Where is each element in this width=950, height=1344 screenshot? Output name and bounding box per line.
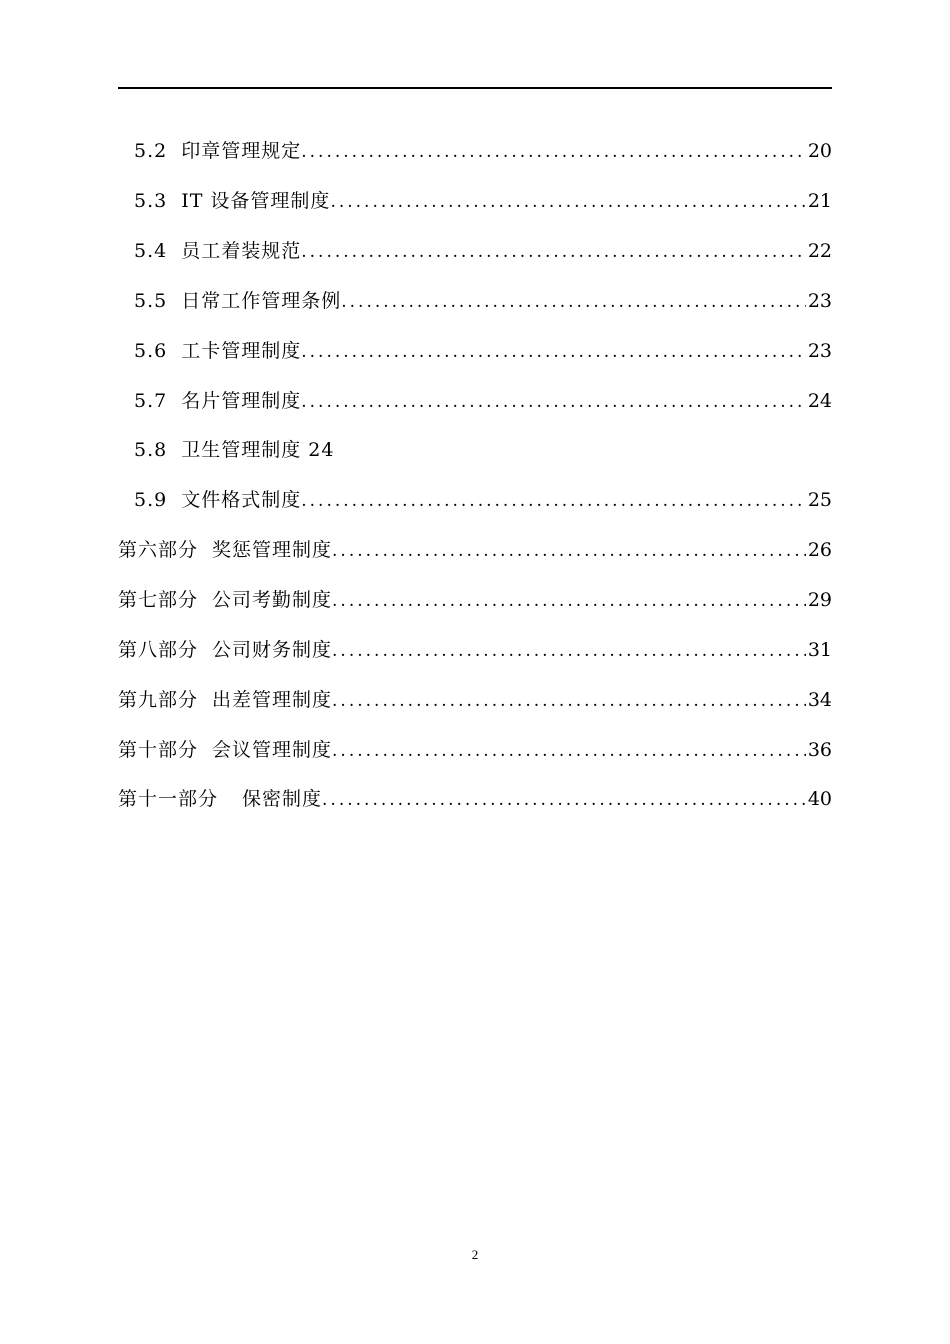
toc-entry-number: 第九部分 <box>118 689 199 711</box>
toc-leader-dots <box>332 686 806 716</box>
toc-entry-page: 21 <box>807 190 832 212</box>
toc-entry-page: 24 <box>807 390 832 412</box>
toc-entry-page: 22 <box>807 240 832 262</box>
toc-entry-number: 第八部分 <box>118 639 199 661</box>
toc-entry[interactable] <box>134 435 832 465</box>
toc-leader-dots <box>322 785 806 815</box>
toc-entry-title: 公司财务制度 <box>212 639 333 661</box>
toc-entry[interactable] <box>118 535 832 565</box>
toc-entry[interactable] <box>134 386 832 416</box>
toc-entry-title: 文件格式制度 <box>181 489 302 511</box>
toc-leader-dots <box>341 287 806 317</box>
toc-entry-title: IT 设备管理制度 <box>181 190 331 212</box>
toc-entry[interactable] <box>134 336 832 366</box>
toc-leader-dots <box>332 536 806 566</box>
toc-entry-number: 第十一部分 <box>118 788 219 810</box>
toc-entry-title: 员工着装规范 <box>181 240 302 262</box>
toc-leader-dots <box>332 636 806 666</box>
toc-entry-title: 出差管理制度 <box>212 689 333 711</box>
toc-entry-page: 26 <box>807 539 832 561</box>
toc-leader-dots <box>330 187 805 217</box>
toc-entry[interactable] <box>118 784 832 814</box>
toc-entry-page: 34 <box>807 689 832 711</box>
toc-entry-page: 23 <box>807 340 832 362</box>
toc-leader-dots <box>301 486 806 516</box>
toc-entry-page: 31 <box>807 639 832 661</box>
toc-entry-title: 印章管理规定 <box>181 140 302 162</box>
toc-entry-number: 5.6 <box>134 340 168 362</box>
toc-entry-number: 5.5 <box>134 290 168 312</box>
header-rule <box>118 87 832 89</box>
toc-entry-number: 5.7 <box>134 390 168 412</box>
toc-entry[interactable] <box>134 186 832 216</box>
toc-entry-number: 5.2 <box>134 140 168 162</box>
toc-entry[interactable] <box>134 236 832 266</box>
page-number: 2 <box>471 1247 479 1262</box>
toc-entry[interactable] <box>134 136 832 166</box>
toc-leader-dots <box>301 237 806 267</box>
toc-entry-title: 名片管理制度 <box>181 390 302 412</box>
toc-leader-dots <box>301 387 806 417</box>
toc-entry-number: 5.3 <box>134 190 168 212</box>
toc-leader-dots <box>332 586 806 616</box>
toc-entry-number: 第十部分 <box>118 739 199 761</box>
toc-entry-number: 第七部分 <box>118 589 199 611</box>
toc-entry-page: 36 <box>807 739 832 761</box>
toc-entry-page: 25 <box>807 489 832 511</box>
toc-entry-title: 奖惩管理制度 <box>212 539 333 561</box>
toc-leader-dots <box>301 337 806 367</box>
toc-leader-dots <box>332 736 806 766</box>
toc-leader-dots <box>301 137 806 167</box>
toc-entry-title: 会议管理制度 <box>212 739 333 761</box>
toc-entry-number: 5.8 <box>134 439 168 461</box>
toc-entry[interactable] <box>118 585 832 615</box>
toc-entry-title: 工卡管理制度 <box>181 340 302 362</box>
toc-entry-page: 29 <box>807 589 832 611</box>
toc-entry-page: 40 <box>807 788 832 810</box>
toc-entry-page: 20 <box>807 140 832 162</box>
toc-entry-title: 保密制度 <box>242 788 323 810</box>
toc-entry-number: 5.4 <box>134 240 168 262</box>
toc-entry-title: 公司考勤制度 <box>212 589 333 611</box>
toc-entry-title: 卫生管理制度 24 <box>181 439 335 461</box>
toc-entry-number: 5.9 <box>134 489 168 511</box>
toc-entry[interactable] <box>134 286 832 316</box>
toc-entry-page: 23 <box>807 290 832 312</box>
toc-entry-number: 第六部分 <box>118 539 199 561</box>
toc-entry[interactable] <box>118 685 832 715</box>
toc-entry[interactable] <box>118 735 832 765</box>
toc-entry[interactable] <box>118 635 832 665</box>
toc-entry[interactable] <box>134 485 832 515</box>
toc-entry-title: 日常工作管理条例 <box>181 290 342 312</box>
